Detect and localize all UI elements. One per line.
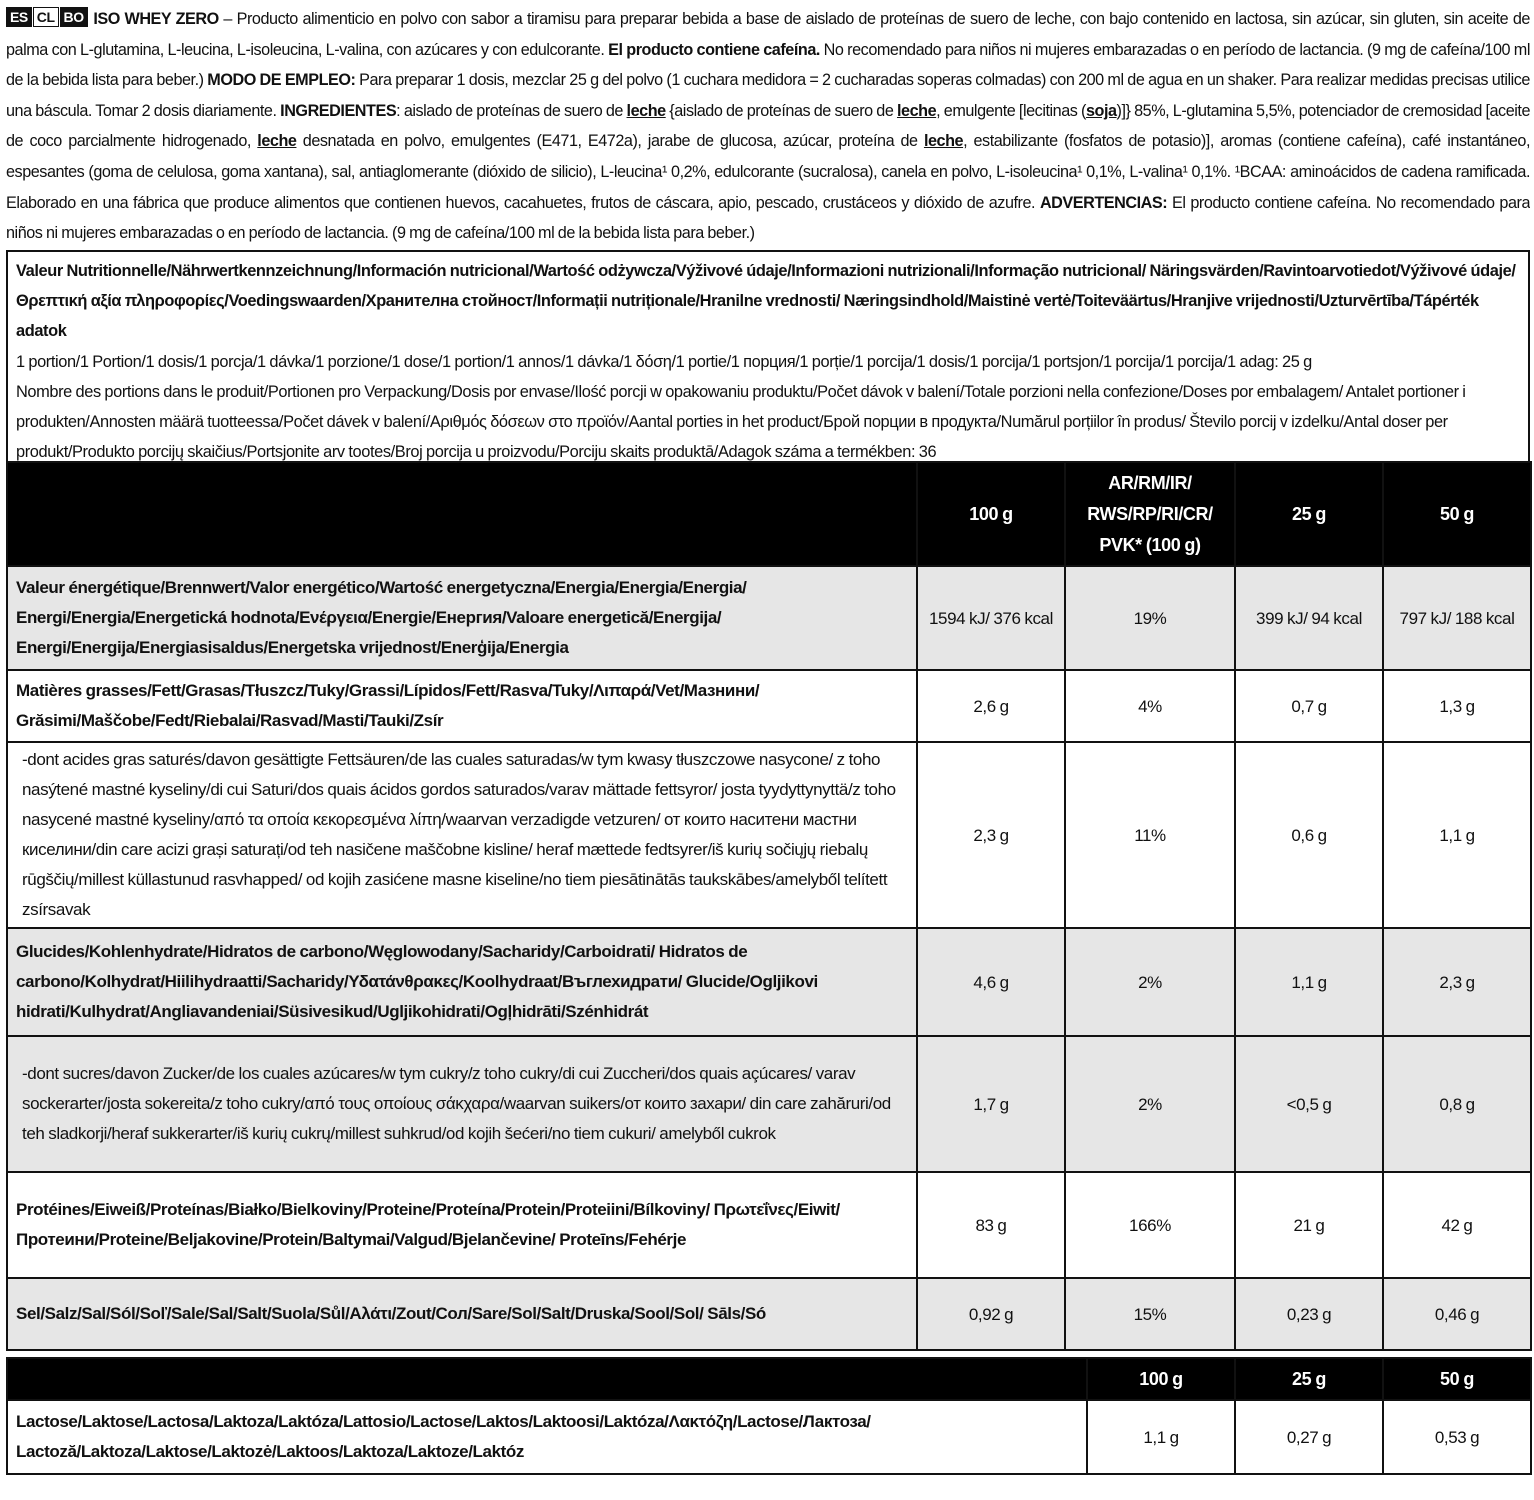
- nutrient-label: Glucides/Kohlenhydrate/Hidratos de carbono/Węglowodany/Sacharidy/Carboidrati/ Hidratos de carbono/Kolhydrat/Hiilihydraatti/Sacharidy/Υδατάνθρακες/Koolhydraat/Въглехидрати/ Glucide/Ogljikovi hidrati/Kulhydrat/Angliavandeniai/Süsivesikud/Ugljikohidrati/Ogļhidrāti/Szénhidrát: [7, 928, 917, 1036]
- country-badge-es: ES: [6, 7, 32, 27]
- ingredients-text: desnatada en polvo, emulgentes (E471, E472a), jarabe de glucosa, azúcar, proteína de: [296, 132, 924, 151]
- value-cell: 0,7 g: [1235, 670, 1383, 742]
- value-cell: 4,6 g: [917, 928, 1065, 1036]
- warnings-heading: ADVERTENCIAS:: [1039, 193, 1168, 212]
- value-cell: 1,1 g: [1383, 742, 1531, 928]
- value-cell: 166%: [1065, 1172, 1235, 1278]
- value-cell: 1,7 g: [917, 1036, 1065, 1172]
- allergen-soy: soja: [1085, 101, 1117, 120]
- nutrition-label: [6, 4, 1530, 1475]
- ingredients-text: {aislado de proteínas de suero de: [665, 101, 897, 120]
- lactose-header-row: [7, 1358, 1531, 1400]
- ingredients-text: )]} 85%, L-glutamina 5,5%, potenciador de cremosidad [aceite de coco parcialmente hidrogenado,: [6, 101, 1530, 151]
- country-badge-cl: CL: [33, 7, 59, 27]
- value-cell: 2,3 g: [1383, 928, 1531, 1036]
- nutrient-label: Matières grasses/Fett/Grasas/Tłuszcz/Tuky/Grassi/Lípidos/Fett/Rasva/Tuky/Λιπαρά/Vet/Мазнини/ Grăsimi/Maščobe/Fedt/Riebalai/Rasvad/Masti/Tauki/Zsír: [7, 670, 917, 742]
- allergen-milk: leche: [923, 132, 964, 151]
- table-row: [7, 1036, 1531, 1172]
- product-description: [6, 4, 1530, 248]
- column-header: AR/RM/IR/ RWS/RP/RI/CR/ PVK* (100 g): [1065, 462, 1235, 566]
- allergen-milk: leche: [626, 101, 666, 120]
- value-cell: 1,3 g: [1383, 670, 1531, 742]
- value-cell: <0,5 g: [1235, 1036, 1383, 1172]
- table-row: [7, 566, 1531, 670]
- nutrient-label: Valeur énergétique/Brennwert/Valor energético/Wartość energetyczna/Energia/Energia/Energia/ Energi/Energia/Energetická hodnota/Ενέργεια/Energie/Енергия/Valoare energetică/Energija/ Energi/Energija/Energiasisaldus/Energetska vrijednost/Enerģija/Energia: [7, 566, 917, 670]
- value-cell: 2%: [1065, 928, 1235, 1036]
- value-cell: 0,23 g: [1235, 1278, 1383, 1350]
- table-header-row: [7, 462, 1531, 566]
- ingredients-text: : aislado de proteínas de suero de: [396, 101, 627, 120]
- usage-text: Para preparar 1 dosis, mezclar 25 g del polvo (1 cuchara medidora = 2 cucharadas soperas colmadas) con 200 ml de agua en un shaker. Para realizar medidas precisas utilice una báscula. Tomar 2 dosis diariamente.: [6, 71, 1530, 120]
- warnings-text: El producto contiene cafeína. No recomendado para niños ni mujeres embarazadas o en período de lactancia. (9 mg de cafeína/100 ml de la bebida lista para beber.): [6, 193, 1530, 243]
- column-header: 25 g: [1235, 1358, 1383, 1400]
- value-cell: 83 g: [917, 1172, 1065, 1278]
- nutrient-label: Protéines/Eiweiß/Proteínas/Białko/Bielkoviny/Proteine/Proteína/Protein/Proteiini/Bílkoviny/ Πρωτεΐνες/Eiwit/Протеини/Proteine/Beljakovine/Protein/Baltymai/Valgud/Bjelančevine/ Proteīns/Fehérje: [7, 1172, 917, 1278]
- description-text: No recomendado para niños ni mujeres embarazadas o en período de lactancia. (9 mg de cafeína/100 ml de la bebida lista para beber.): [6, 40, 1530, 90]
- nutrition-table: [6, 461, 1532, 1351]
- table-row: [7, 928, 1531, 1036]
- caffeine-notice: El producto contiene cafeína.: [608, 40, 820, 59]
- value-cell: 797 kJ/ 188 kcal: [1383, 566, 1531, 670]
- ingredients-text: , emulgente [lecitinas (: [936, 101, 1086, 120]
- nutrient-sublabel: -dont acides gras saturés/davon gesättigte Fettsäuren/de las cuales saturadas/w tym kwasy tłuszczowe nasycone/ z toho nasýtené mastné kyseliny/di cui Saturi/dos quais ácidos gordos saturados/varav mättade fettsyror/ josta tyydyttynyttä/z toho nasycené mastné kyseliny/από τα οποία κεκορεσμένα λίπη/waarvan verzadigde vetzuren/ от които наситени мастни киселини/din care acizi grași saturați/od teh nasičene maščobne kisline/ heraf mættede fedtsyrer/iš kurių sočiųjų riebalų rūgščių/millest küllastunud rasvhapped/ od kojih zasićene masne kiseline/no tiem piesātinātās taukskābes/amelyből telített zsírsavak: [7, 742, 917, 928]
- nutrition-header: [6, 250, 1530, 463]
- value-cell: 399 kJ/ 94 kcal: [1235, 566, 1383, 670]
- value-cell: 11%: [1065, 742, 1235, 928]
- portions-count: Nombre des portions dans le produit/Portionen pro Verpackung/Dosis por envase/Ilość porcji w opakowaniu produktu/Počet dávok v balení/Totale porzioni nella confezione/Doses por embalagem/ Antalet portioner i produkten/Annosten määrä tuotteessa/Počet dávek v balení/Αριθμός δόσεων στο προϊόν/Aantal porties in het product/Брой порции в продукта/Numărul porțiilor în produs/ Število porcij v izdelku/Antal doser per produkt/Produkto porcijų skaičius/Portsjonite arv tootes/Broj porcija u proizvodu/Porciju skaits produktā/Adagok száma a termékben: 36: [16, 382, 1466, 462]
- description-text: – Producto alimenticio en polvo con sabor a tiramisu para preparar bebida a base de aislado de proteínas de suero de leche, con bajo contenido en lactosa, sin azúcar, sin gluten, sin aceite de palma con L-glutamina, L-leucina, L-isoleucina, L-valina, con azúcares y con edulcorante.: [6, 10, 1530, 59]
- table-row: [7, 1400, 1531, 1474]
- lactose-table: [6, 1357, 1532, 1475]
- table-row: [7, 670, 1531, 742]
- column-header: 50 g: [1383, 462, 1531, 566]
- value-cell: 0,27 g: [1235, 1400, 1383, 1474]
- value-cell: 1594 kJ/ 376 kcal: [917, 566, 1065, 670]
- portion-size: 1 portion/1 Portion/1 dosis/1 porcja/1 dávka/1 porzione/1 dose/1 portion/1 annos/1 dávka/1 δόση/1 portie/1 порция/1 porție/1 porcija/1 dosis/1 porcija/1 portsjon/1 porcija/1 porcija/1 adag: 25 g: [16, 352, 1312, 371]
- value-cell: 0,46 g: [1383, 1278, 1531, 1350]
- value-cell: 42 g: [1383, 1172, 1531, 1278]
- value-cell: 1,1 g: [1087, 1400, 1235, 1474]
- allergen-milk: leche: [896, 101, 937, 120]
- value-cell: 19%: [1065, 566, 1235, 670]
- value-cell: 21 g: [1235, 1172, 1383, 1278]
- nutrient-label: Lactose/Laktose/Lactosa/Laktoza/Laktóza/Lattosio/Lactose/Laktos/Laktoosi/Laktóza/Λακτόζη/Lactose/Лактоза/ Lactoză/Laktoza/Laktose/Laktozė/Laktoos/Laktoza/Laktoze/Laktóz: [7, 1400, 1087, 1474]
- column-header-label: [7, 1358, 1087, 1400]
- ingredients-text: , estabilizante (fosfatos de potasio)], aromas (contiene cafeína), café instantáneo, espesantes (goma de celulosa, goma xantana), sal, antiaglomerante (dióxido de silicio), L-leucina¹ 0,2%, edulcorante (sucralosa), canela en polvo, L-isoleucina¹ 0,1%, L-valina¹ 0,1%. ¹BCAA: aminoácidos de cadena ramificada. Elaborado en una fábrica que produce alimentos que contienen huevos, cacahuetes, frutos de cáscara, apio, pescado, crustáceos y dióxido de azufre.: [6, 132, 1530, 212]
- column-header: 100 g: [917, 462, 1065, 566]
- value-cell: 15%: [1065, 1278, 1235, 1350]
- value-cell: 2,3 g: [917, 742, 1065, 928]
- usage-heading: MODO DE EMPLEO:: [207, 71, 356, 90]
- allergen-milk: leche: [257, 132, 297, 151]
- nutrition-title: Valeur Nutritionnelle/Nährwertkennzeichnung/Información nutricional/Wartość odżywcza/Výživové údaje/Informazioni nutrizionali/Informação nutricional/ Näringsvärden/Ravintoarvotiedot/Výživové údaje/Θρεπτική αξία πληροφορίες/Voedingswaarden/Хранителна стойност/Informații nutriționale/Hranilne vrednosti/ Næringsindhold/Maistinė vertė/Toiteväärtus/Hranjive vrijednosti/Uzturvērtība/Tápérték adatok: [16, 262, 1516, 341]
- country-badge-bo: BO: [60, 7, 88, 27]
- table-row: [7, 742, 1531, 928]
- column-header: 50 g: [1383, 1358, 1531, 1400]
- value-cell: 2,6 g: [917, 670, 1065, 742]
- ingredients-heading: INGREDIENTES: [280, 101, 397, 120]
- value-cell: 0,8 g: [1383, 1036, 1531, 1172]
- column-header-label: [7, 462, 917, 566]
- nutrient-sublabel: -dont sucres/davon Zucker/de los cuales azúcares/w tym cukry/z toho cukry/di cui Zuccheri/dos quais açúcares/ varav sockerarter/josta sokereita/z toho cukry/από τους οποίους σάκχαρα/waarvan suikers/от които захари/ din care zahăruri/od teh sladkorji/heraf sukkerarter/iš kurių cukrų/millest suhkrud/od kojih šećeri/no tiem cukuri/ amelyből cukrok: [7, 1036, 917, 1172]
- value-cell: 4%: [1065, 670, 1235, 742]
- column-header: 25 g: [1235, 462, 1383, 566]
- table-row: [7, 1278, 1531, 1350]
- column-header: 100 g: [1087, 1358, 1235, 1400]
- value-cell: 0,92 g: [917, 1278, 1065, 1350]
- value-cell: 0,6 g: [1235, 742, 1383, 928]
- value-cell: 0,53 g: [1383, 1400, 1531, 1474]
- value-cell: 1,1 g: [1235, 928, 1383, 1036]
- nutrient-label: Sel/Salz/Sal/Sól/Soľ/Sale/Sal/Salt/Suola/Sůl/Αλάτι/Zout/Сол/Sare/Sol/Salt/Druska/Sool/Sol/ Sāls/Só: [7, 1278, 917, 1350]
- value-cell: 2%: [1065, 1036, 1235, 1172]
- product-name: ISO WHEY ZERO: [93, 10, 219, 28]
- table-row: [7, 1172, 1531, 1278]
